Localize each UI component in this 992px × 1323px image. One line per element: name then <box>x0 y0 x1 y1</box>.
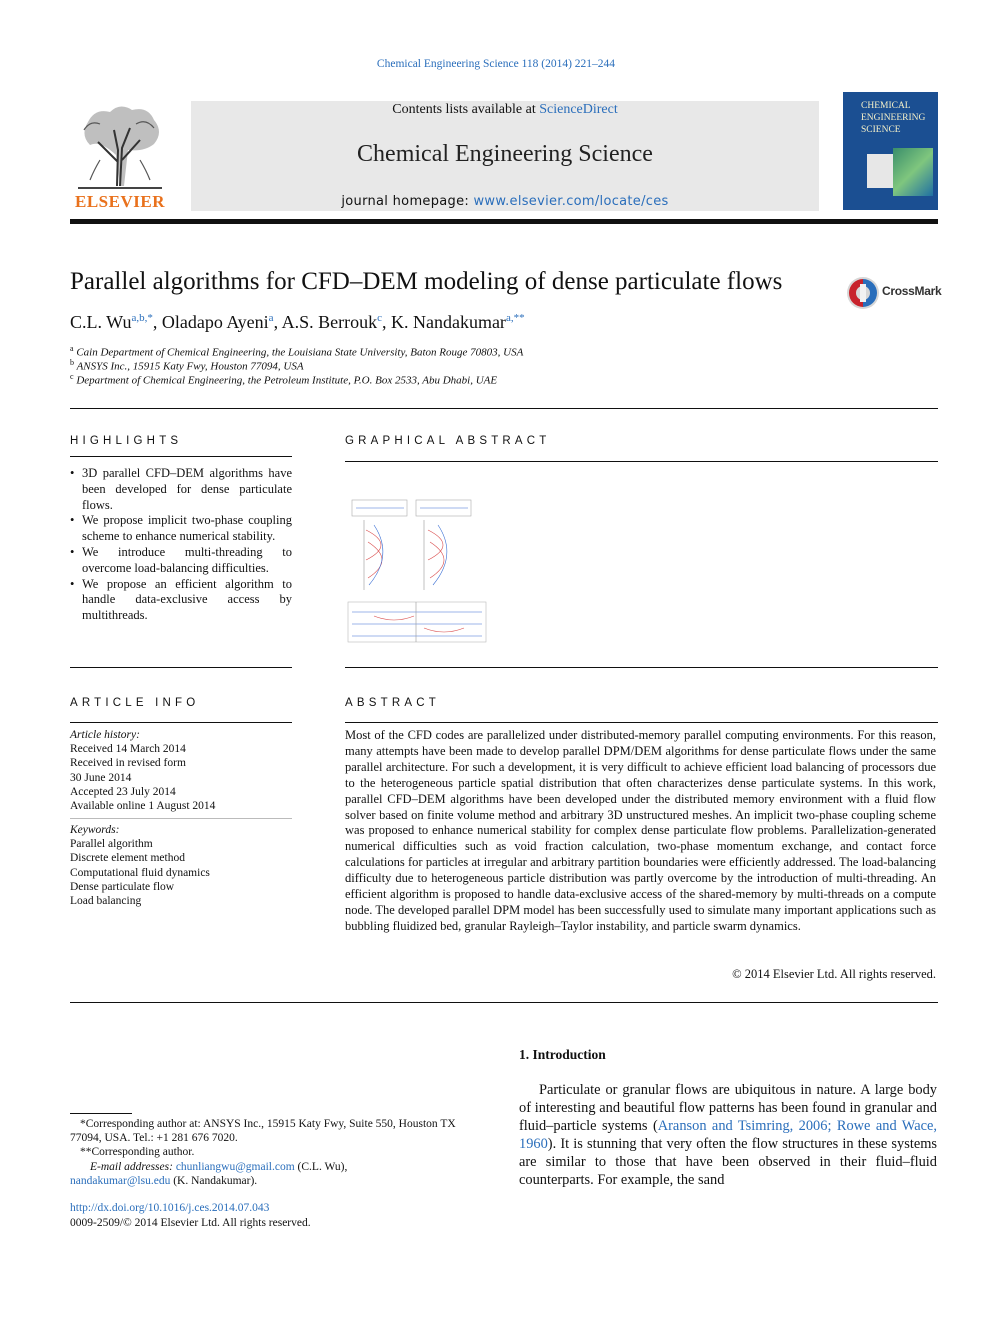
email-label: E-mail addresses: <box>90 1161 173 1173</box>
email-link[interactable]: chunliangwu@gmail.com <box>175 1161 295 1173</box>
history-item: Available online 1 August 2014 <box>70 800 216 813</box>
header-divider <box>70 219 938 224</box>
highlight-item: • We introduce multi-threading to overcome load-balancing difficulties. <box>70 545 292 577</box>
footnote-text: Corresponding author at: ANSYS Inc., 15915 Katy Fwy, Suite 550, Houston TX 77094, USA. Tel.: +1 281 676 7020. <box>70 1118 456 1145</box>
history-item: Received 14 March 2014 <box>70 743 186 756</box>
paper-title: Parallel algorithms for CFD–DEM modeling of dense particulate flows <box>70 268 783 295</box>
history-item: Accepted 23 July 2014 <box>70 785 176 798</box>
affiliation-text: ANSYS Inc., 15915 Katy Fwy, Houston 77094, USA <box>76 360 304 373</box>
highlights-bottom-rule <box>70 667 292 668</box>
front-matter-divider <box>70 1002 938 1003</box>
article-info-separator <box>70 818 292 819</box>
author-list: C.L. $Wu^{a,b,*}$, Oladapo Ayeni$^a$, A.S. Berrouk$^c$, K. Nandakumar$^{a,**}$ <box>70 312 525 332</box>
sciencedirect-link[interactable]: ScienceDirect <box>539 102 618 117</box>
author-marks[interactable]: c <box>377 312 382 324</box>
intro-text-part: Particulate or granular flows are ubiquitous in nature. A large body of interesting and beautiful flow patterns has been found in granular and fluid–particle systems ( <box>519 1082 937 1135</box>
footnote-text: Corresponding author. <box>91 1146 195 1158</box>
affiliation <box>70 372 497 387</box>
journal-title: Chemical Engineering Science <box>357 141 653 167</box>
history-item: 30 June 2014 <box>70 771 132 784</box>
author-name[interactable]: A.S. Berrouk <box>281 312 378 332</box>
homepage-link[interactable]: www.elsevier.com/locate/ces <box>473 194 669 209</box>
keyword-item: Computational fluid dynamics <box>70 866 210 879</box>
email-owner: (K. Nandakumar). <box>170 1175 258 1188</box>
article-info-rule <box>70 722 292 723</box>
intro-text-part: ). It is stunning that very often the flow structures in these systems are similar to those that have been observed in their fluid–fluid counterparts. For example, the sand <box>519 1136 937 1189</box>
abstract-copyright: © 2014 Elsevier Ltd. All rights reserved. <box>732 967 936 981</box>
journal-cover-thumbnail[interactable] <box>843 92 938 210</box>
highlights-heading: HIGHLIGHTS <box>70 435 183 447</box>
abstract-heading: ABSTRACT <box>345 697 440 709</box>
cover-title-line: ENGINEERING <box>861 113 926 123</box>
affiliation-text: Cain Department of Chemical Engineering, the Louisiana State University, Baton Rouge 70803, USA <box>76 346 524 359</box>
affiliation-mark: c <box>70 372 74 381</box>
footnote-mark: * <box>80 1118 86 1130</box>
footnote-rule <box>70 1113 132 1114</box>
journal-citation[interactable]: Chemical Engineering Science 118 (2014) 221–244 <box>376 58 616 70</box>
author-name[interactable]: Oladapo Ayeni <box>161 312 269 332</box>
contents-prefix: Contents lists available at <box>392 102 540 117</box>
keyword-item: Discrete element method <box>70 852 185 865</box>
cover-title <box>861 100 936 136</box>
abstract-text: Most of the CFD codes are parallelized under distributed-memory parallel computing environments. For this reason, many attempts have been made to develop parallel DPM/DEM algorithms for dense particulate flows under the same parallel architecture. For such a development, it is very difficult to achieve efficient load balancing of processors due to the heterogeneous particle spatial distribution that often characterizes dense particulate systems. In this work, parallel CFD–DEM algorithms have been developed under the distributed memory environment with a fluid flow solver based on finite volume method and arbitrary 3D unstructured meshes. An implicit two-phase coupling scheme was proposed to enhance numerical stability for complex dense particulate flow problems. Parallelization-generated numerical difficulties such as void fraction calculation, two-phase momentum exchange, and contact force calculations for particles at irregular and arbitrary partition boundaries were efficiently addressed. The load-balancing difficulty due to heterogeneous particle distribution was partly overcome by the introduction of multi-threading. An efficient algorithm is proposed to handle data-exclusive access of the shared-memory by multi-threads on a compute node. The developed parallel DPM model has been successfully used to simulate many important applications such as bubbling fluidized bed, granular Rayleigh–Taylor instability, and particle swarm dynamics. <box>345 728 936 933</box>
keyword-item: Load balancing <box>70 895 142 908</box>
keywords <box>70 823 292 908</box>
author-marks[interactable]: a,b,* <box>131 312 153 324</box>
affiliation-text: Department of Chemical Engineering, the Petroleum Institute, P.O. Box 2533, Abu Dhabi, UAE <box>76 374 498 387</box>
keywords-label: Keywords: <box>70 824 120 836</box>
keyword-item: Dense particulate flow <box>70 880 175 893</box>
elsevier-wordmark: ELSEVIER <box>75 192 165 211</box>
contents-line <box>191 102 819 118</box>
email-owner: (C.L. Wu), <box>294 1161 348 1173</box>
homepage-line <box>191 194 819 209</box>
author-marks[interactable]: a <box>268 312 274 324</box>
highlight-item: • We propose an efficient algorithm to handle data-exclusive access by multithreads. <box>70 577 292 624</box>
highlight-item: • 3D parallel CFD–DEM algorithms have been developed for dense particulate flows. <box>70 466 292 513</box>
affiliation-mark: a <box>70 344 74 353</box>
cover-title-line: SCIENCE <box>861 125 901 135</box>
history-item: Received in revised form <box>70 757 186 770</box>
author-name[interactable]: C.L. Wu <box>70 312 132 332</box>
highlights-list <box>70 466 292 624</box>
highlights-rule <box>70 456 292 457</box>
cover-image <box>893 148 933 196</box>
affiliation <box>70 358 304 373</box>
section-divider <box>70 408 938 409</box>
homepage-prefix: journal homepage: <box>341 194 474 209</box>
footnote-corresponding-2 <box>70 1145 490 1159</box>
graphical-abstract-bottom-rule <box>345 667 938 668</box>
introduction-heading: 1. Introduction <box>519 1047 606 1062</box>
article-history <box>70 728 292 813</box>
email-link[interactable]: nandakumar@lsu.edu <box>70 1175 171 1188</box>
graphical-abstract-heading: GRAPHICAL ABSTRACT <box>345 435 551 447</box>
author-marks[interactable]: a,** <box>505 312 525 324</box>
article-history-label: Article history: <box>70 729 140 741</box>
footnote-emails <box>70 1160 490 1189</box>
issn-copyright: 0009-2509/© 2014 Elsevier Ltd. All rights reserved. <box>70 1217 311 1229</box>
footnote-corresponding-1 <box>70 1117 490 1146</box>
abstract-rule <box>345 722 938 723</box>
graphical-abstract-figure[interactable] <box>344 490 494 655</box>
affiliation-mark: b <box>70 358 74 367</box>
footnote-mark: ** <box>80 1146 92 1158</box>
author-name[interactable]: K. Nandakumar <box>390 312 506 332</box>
article-info-heading: ARTICLE INFO <box>70 697 200 709</box>
citation-link[interactable]: Aranson and Tsimring, 2006; Rowe and Wace, 1960 <box>519 1118 937 1153</box>
graphical-abstract-rule <box>345 461 938 462</box>
keyword-item: Parallel algorithm <box>70 838 153 851</box>
introduction-text <box>519 1081 937 1190</box>
doi-link[interactable]: http://dx.doi.org/10.1016/j.ces.2014.07.043 <box>70 1202 270 1214</box>
affiliation <box>70 344 523 359</box>
cover-title-line: CHEMICAL <box>861 101 911 111</box>
highlight-item: • We propose implicit two-phase coupling scheme to enhance numerical stability. <box>70 513 292 545</box>
crossmark-label[interactable]: CrossMark <box>882 284 942 298</box>
